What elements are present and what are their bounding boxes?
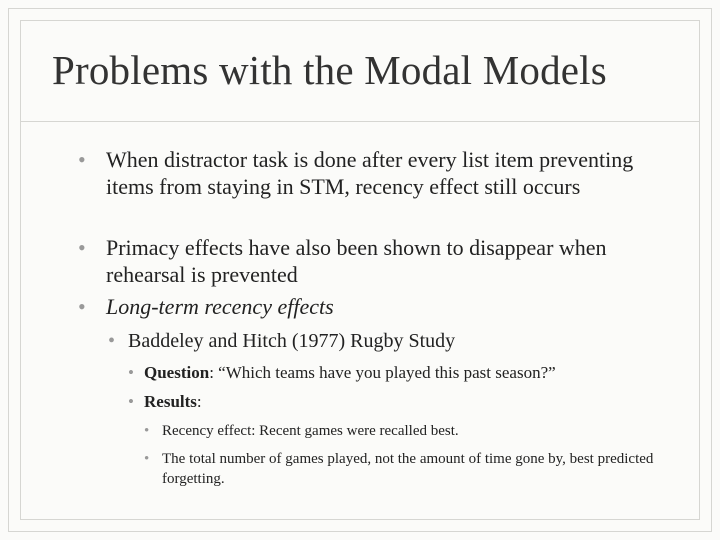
sub-sub-bullet-content (144, 391, 684, 413)
results-item-text: The total number of games played, not the amount of time gone by, best predicted forgetting. (162, 451, 654, 487)
bullet-icon: • (144, 423, 150, 439)
bullet-icon: • (78, 294, 86, 319)
results-label: Results (144, 392, 197, 411)
bullet-text: Primacy effects have also been shown to disappear when rehearsal is prevented (106, 235, 607, 287)
question-label: Question (144, 363, 210, 382)
results-text: : (196, 392, 202, 411)
bullet-icon: • (108, 330, 116, 352)
bullet-text: Long-term recency effects (106, 294, 334, 319)
bullet-icon: • (78, 235, 86, 260)
title-divider (20, 121, 700, 122)
sub-bullet-text: Baddeley and Hitch (1977) Rugby Study (128, 330, 456, 352)
slide-title: Problems with the Modal Models (52, 47, 607, 93)
bullet-icon: • (78, 147, 86, 172)
bullet-icon: • (128, 392, 134, 411)
results-item-text: Recency effect: Recent games were recalled best. (162, 423, 459, 439)
sub-sub-bullet-content (144, 362, 684, 384)
bullet-text: When distractor task is done after every list item preventing items from staying in STM, recency effect still occurs (106, 147, 634, 199)
bullet-icon: • (128, 363, 134, 382)
bullet-icon: • (144, 451, 150, 467)
question-text: : “Which teams have you played this past season?” (209, 363, 556, 382)
